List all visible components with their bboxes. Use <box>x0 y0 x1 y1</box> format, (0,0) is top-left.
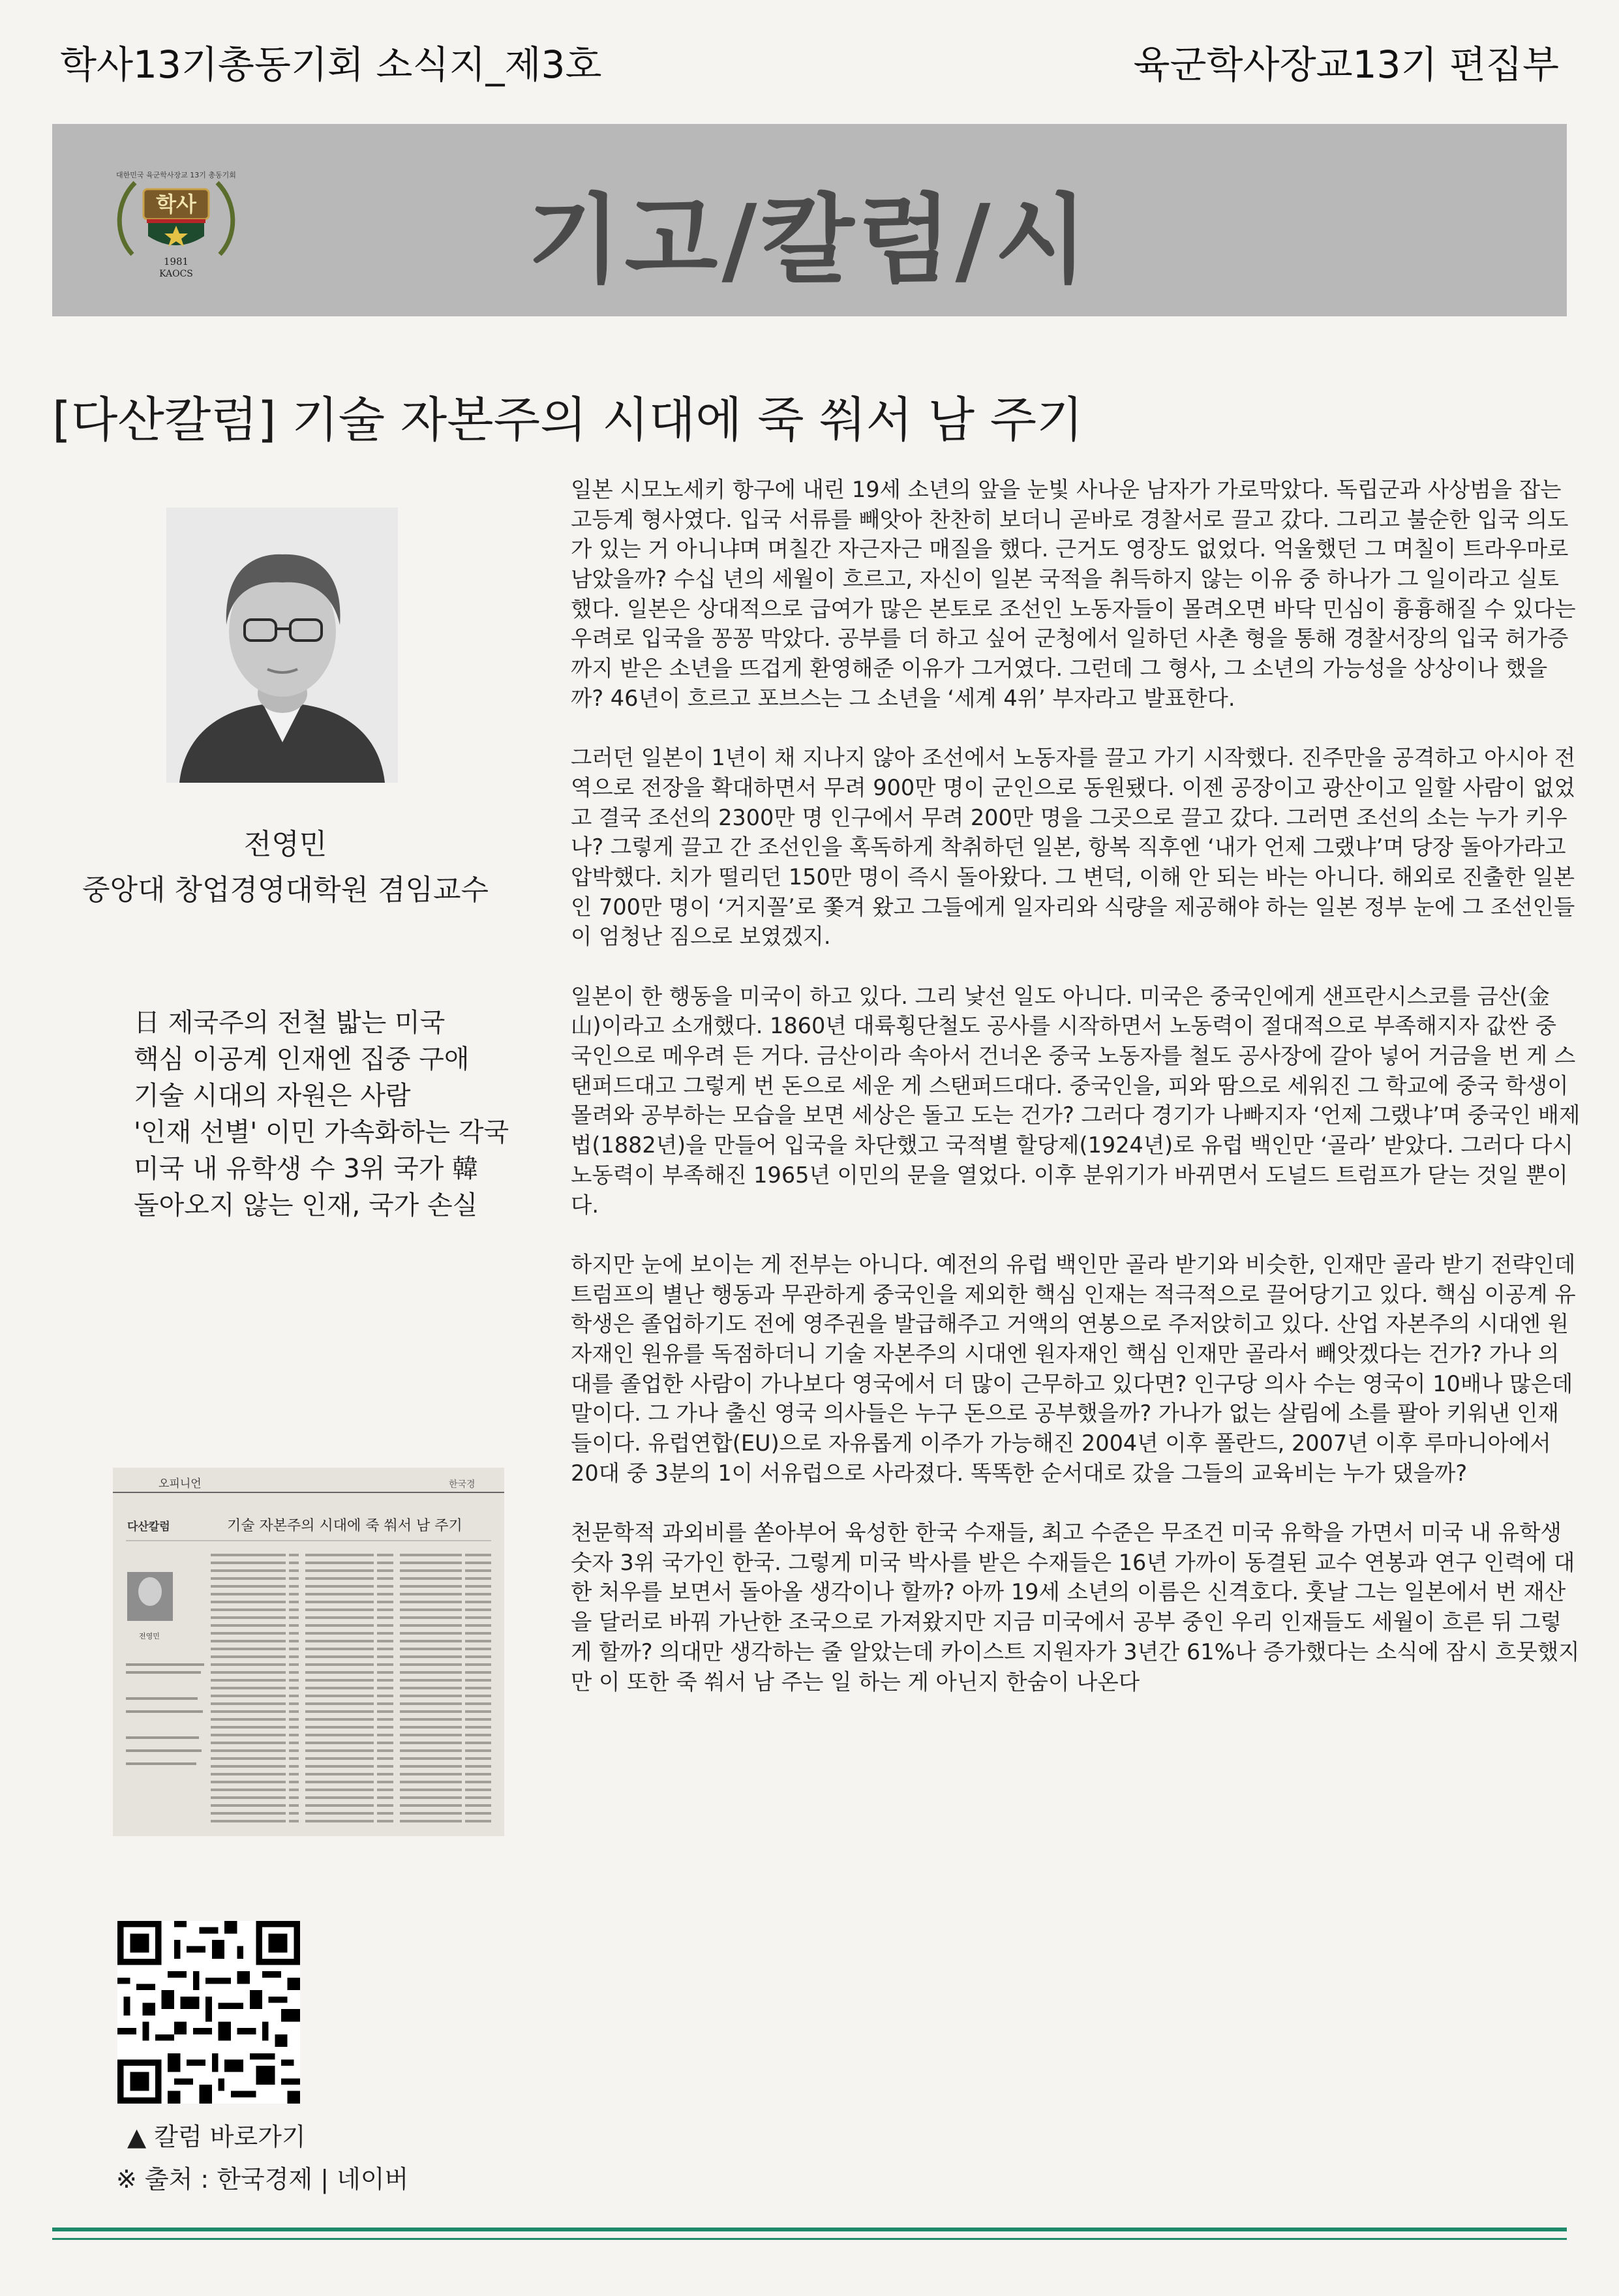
article-line: 인 700만 명이 ‘거지꼴’로 쫓겨 왔고 그들에게 일자리와 식량을 제공해야 하는 일본 정부 눈에 그 조선인들 <box>571 894 1575 920</box>
article-line: 山)이라고 소개했다. 1860년 대륙횡단철도 공사를 시작하면서 노동력이 절대적으로 부족해지자 값싼 중 <box>571 1013 1557 1039</box>
logo-laurel-right <box>217 183 233 254</box>
clipping-author: 전영민 <box>139 1632 160 1640</box>
article-line: 탠퍼드대고 그렇게 번 돈으로 세운 게 스탠퍼드대다. 중국인을, 피와 땀으로 세워진 그 학교에 중국 학생이 <box>571 1072 1569 1098</box>
article-line: 나? 그렇게 끌고 간 조선인을 혹독하게 착취하던 일본, 항복 직후엔 ‘내가 언제 그랬냐’며 당장 돌아가라고 <box>571 834 1566 860</box>
logo-ring-text: 대한민국 육군학사장교 13기 총동기회 <box>116 171 236 179</box>
article-line: 까지 받은 소년을 뜨겁게 환영해준 이유가 그거였다. 그런데 그 형사, 그 소년의 가능성을 상상이나 했을 <box>571 656 1548 682</box>
source-credit: ※ 출처 : 한국경제 | 네이버 <box>116 2165 409 2194</box>
article-body <box>571 475 1581 1697</box>
article-line: 국인으로 메우려 든 거다. 금산이라 속아서 건너온 중국 노동자를 철도 공사장에 갈아 넣어 거금을 번 게 스 <box>571 1043 1576 1069</box>
summary-line: '인재 선별' 이민 가속화하는 각국 <box>134 1117 509 1147</box>
article-line: 게 할까? 의대만 생각하는 줄 알았는데 카이스트 지원자가 3년간 61%나 증가했다는 소식에 잠시 흐뭇했지 <box>571 1639 1580 1665</box>
clipping-column-label: 다산칼럼 <box>127 1520 170 1533</box>
article-line: 다. <box>571 1192 599 1218</box>
article-line: 들이다. 유럽연합(EU)으로 자유롭게 이주가 가능해진 2004년 이후 폴란드, 2007년 이후 루마니아에서 <box>571 1430 1551 1456</box>
author-name: 전영민 <box>243 828 327 861</box>
article-line: 일본 시모노세키 항구에 내린 19세 소년의 앞을 눈빛 사나운 남자가 가로막았다. 독립군과 사상범을 잡는 <box>571 477 1562 502</box>
article-paragraph-2 <box>571 743 1576 952</box>
article-line: 했다. 일본은 상대적으로 급여가 많은 본토로 조선인 노동자들이 몰려오면 바닥 민심이 흉흉해질 수 있다는 <box>571 596 1576 622</box>
article-line: 숫자 3위 국가인 한국. 그렇게 미국 박사를 받은 수재들은 16년 가까이 동결된 교수 연봉과 연구 인력에 대 <box>571 1549 1575 1575</box>
logo-badge-text: 학사 <box>156 192 196 217</box>
article-line: 그러던 일본이 1년이 채 지나지 않아 조선에서 노동자를 끌고 가기 시작했다. 진주만을 공격하고 아시아 전 <box>571 745 1576 771</box>
article-line: 일본이 한 행동을 미국이 하고 있다. 그리 낯선 일도 아니다. 미국은 중국인에게 샌프란시스코를 금산(金 <box>571 983 1550 1009</box>
article-line: 한 처우를 보면서 돌아올 생각이나 할까? 아까 19세 소년의 이름은 신격호다. 훗날 그는 일본에서 번 재산 <box>571 1579 1566 1605</box>
logo-laurel-left <box>119 183 135 254</box>
summary-line: 기술 시대의 자원은 사람 <box>134 1081 411 1111</box>
article-line: 자재인 원유를 독점하더니 기술 자본주의 시대엔 원자재인 핵심 인재만 골라서 빼앗겠다는 건가? 가나 의 <box>571 1340 1560 1367</box>
article-paragraph-5 <box>571 1518 1580 1697</box>
article-line: 법(1882년)을 만들어 입국을 차단했고 국적별 할당제(1924년)로 유럽 백인만 ‘골라’ 받았다. 그러다 다시 <box>571 1132 1573 1158</box>
article-paragraph-3 <box>571 982 1581 1220</box>
clipping-paper: 한국경 <box>449 1479 476 1490</box>
article-line: 우려로 입국을 꽁꽁 막았다. 공부를 더 하고 싶어 군청에서 일하던 사촌 형을 통해 경찰서장의 입국 허가증 <box>571 626 1569 652</box>
author-title: 중앙대 창업경영대학원 겸임교수 <box>82 873 489 907</box>
article-line: 몰려와 공부하는 모습을 보면 세상은 돌고 도는 건가? 그러다 경기가 나빠지자 ‘언제 그랬냐’며 중국인 배제 <box>571 1102 1581 1128</box>
section-title: 기고/칼럼/시 <box>527 184 1092 296</box>
column-link-caption[interactable]: ▲ 칼럼 바로가기 <box>127 2122 306 2151</box>
logo-red-bar <box>147 219 205 223</box>
article-line: 천문학적 과외비를 쏟아부어 육성한 한국 수재들, 최고 수준은 무조건 미국 유학을 가면서 미국 내 유학생 <box>571 1520 1562 1546</box>
article-line: 대를 졸업한 사람이 가나보다 영국에서 더 많이 근무하고 있다면? 인구당 의사 수는 영국이 10배나 많은데 <box>571 1370 1573 1397</box>
article-line: 트럼프의 별난 행동과 무관하게 중국인을 제외한 핵심 인재는 적극적으로 끌어당기고 있다. 핵심 이공계 유 <box>571 1281 1576 1307</box>
article-line: 을 달러로 바꿔 가난한 조국으로 가져왔지만 지금 미국에서 공부 중인 우리 인재들도 세월이 흐른 뒤 그렇 <box>571 1609 1562 1635</box>
article-line: 고등계 형사였다. 입국 서류를 빼앗아 찬찬히 보더니 곧바로 경찰서로 끌고 갔다. 그리고 불순한 입국 의도 <box>571 506 1569 532</box>
summary-line: 日 제국주의 전철 밟는 미국 <box>134 1008 446 1038</box>
article-line: 까? 46년이 흐르고 포브스는 그 소년을 ‘세계 4위’ 부자라고 발표한다. <box>571 685 1235 711</box>
editorial-office: 육군학사장교13기 편집부 <box>1133 42 1559 87</box>
newsletter-issue-title: 학사13기총동기회 소식지_제3호 <box>60 42 602 87</box>
article-headline: [다산칼럼] 기술 자본주의 시대에 죽 쒀서 남 주기 <box>52 392 1083 448</box>
summary-line: 미국 내 유학생 수 3위 국가 韓 <box>134 1154 479 1184</box>
summary-line: 돌아오지 않는 인재, 국가 손실 <box>134 1190 478 1220</box>
article-line: 학생은 졸업하기도 전에 영주권을 발급해주고 거액의 연봉으로 주저앉히고 있다. 산업 자본주의 시대엔 원 <box>571 1311 1569 1337</box>
logo-org: KAOCS <box>159 269 193 279</box>
summary-line: 핵심 이공계 인재엔 집중 구애 <box>134 1044 470 1074</box>
article-line: 20대 중 3분의 1이 서유럽으로 사라졌다. 똑똑한 순서대로 갔을 그들의 교육비는 누가 댔을까? <box>571 1460 1468 1486</box>
qr-code-icon[interactable] <box>117 1921 300 2104</box>
article-paragraph-4 <box>571 1250 1576 1488</box>
author-portrait <box>166 507 398 783</box>
article-line: 고 결국 조선의 2300만 명 인구에서 무려 200만 명을 그곳으로 끌고 갔다. 그러면 조선의 소는 누가 키우 <box>571 804 1567 830</box>
article-paragraph-1 <box>571 475 1576 714</box>
logo-year: 1981 <box>163 256 189 267</box>
clipping-section: 오피니언 <box>159 1477 202 1490</box>
newspaper-clipping-image <box>113 1468 504 1836</box>
article-line: 역으로 전장을 확대하면서 무려 900만 명이 군인으로 동원됐다. 이젠 공장이고 광산이고 일할 사람이 없었 <box>571 774 1575 800</box>
section-banner <box>52 124 1567 316</box>
article-line: 말이다. 그 가나 출신 영국 의사들은 누구 돈으로 공부했을까? 가나가 없는 살림에 소를 팔아 키워낸 인재 <box>571 1400 1559 1427</box>
article-line: 남았을까? 수십 년의 세월이 흐르고, 자신이 일본 국적을 취득하지 않는 이유 중 하나가 그 일이라고 실토 <box>571 566 1559 592</box>
article-line: 만 이 또한 죽 쒀서 남 주는 일 하는 게 아닌지 한숨이 나온다 <box>571 1669 1140 1695</box>
article-line: 이 엄청난 짐으로 보였겠지. <box>571 924 831 950</box>
footer-rule-thick <box>52 2228 1567 2231</box>
footer-rule-thin <box>52 2238 1567 2240</box>
article-line: 하지만 눈에 보이는 게 전부는 아니다. 예전의 유럽 백인만 골라 받기와 비슷한, 인재만 골라 받기 전략인데 <box>571 1251 1576 1277</box>
article-line: 노동력이 부족해진 1965년 이민의 문을 열었다. 이후 분위기가 바뀌면서 도널드 트럼프가 닫는 것일 뿐이 <box>571 1162 1568 1188</box>
article-line: 압박했다. 치가 떨리던 150만 명이 즉시 돌아왔다. 그 변덕, 이해 안 되는 바는 아니다. 해외로 진출한 일본 <box>571 864 1575 890</box>
clipping-title: 기술 자본주의 시대에 죽 쒀서 남 주기 <box>227 1518 462 1534</box>
association-logo-icon <box>108 163 245 280</box>
article-line: 가 있는 거 아니냐며 며칠간 자근자근 매질을 했다. 근거도 영장도 없었다. 억울했던 그 며칠이 트라우마로 <box>571 536 1569 562</box>
article-summary <box>134 1004 509 1224</box>
